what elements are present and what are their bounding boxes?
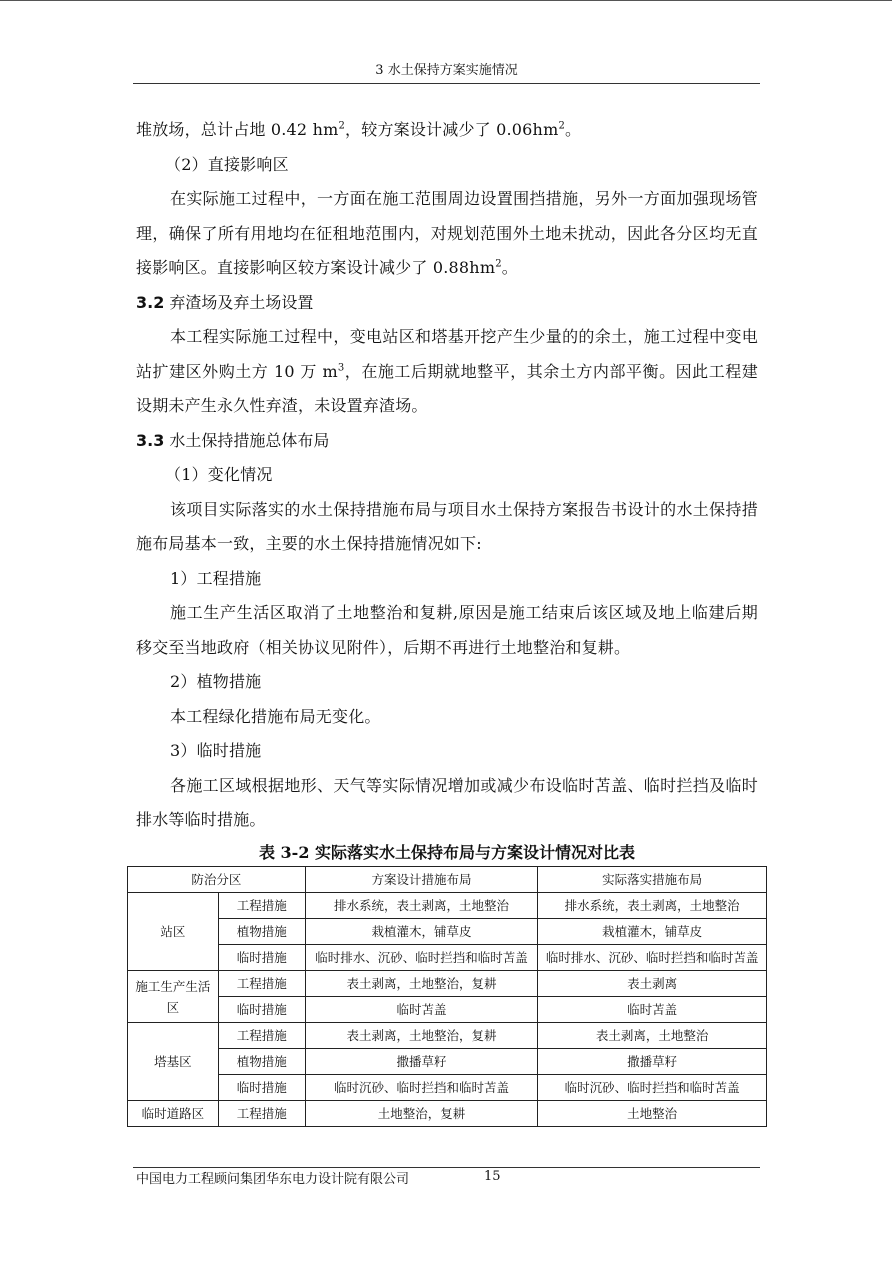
running-header: 3 水土保持方案实施情况: [375, 63, 518, 78]
paragraph-8: 施工生产生活区取消了土地整治和复耕,原因是施工结束后该区域及地上临建后期移交至当地政府（相关协议见附件），后期不再进行土地整治和复耕。: [136, 603, 758, 657]
header-cell: 防治分区: [128, 867, 306, 893]
table-row: [128, 1075, 767, 1101]
subheading-engineering: 1）工程措施: [170, 568, 262, 588]
actual-cell: 临时沉砂、临时拦挡和临时苫盖: [538, 1075, 767, 1101]
paragraph-12: 各施工区域根据地形、天气等实际情况增加或减少布设临时苫盖、临时拦挡及临时排水等临时措施。: [136, 775, 758, 829]
p1-sup-a: 2: [338, 120, 346, 132]
design-cell: 临时沉砂、临时拦挡和临时苫盖: [305, 1075, 538, 1101]
section-title: 弃渣场及弃土场设置: [164, 292, 314, 312]
design-cell: 土地整治，复耕: [305, 1101, 538, 1127]
measure-type-cell: 工程措施: [218, 893, 305, 919]
actual-cell: 土地整治: [538, 1101, 767, 1127]
design-cell: 表土剥离，土地整治，复耕: [305, 971, 538, 997]
table-row: [128, 893, 767, 919]
design-cell: 撒播草籽: [305, 1049, 538, 1075]
footer-rule: [133, 1167, 760, 1168]
measure-type-cell: 工程措施: [218, 1101, 305, 1127]
p4-text-a: 本工程实际施工过程中，变电站区和塔基开挖产生少量的的余土，施工过程中变电站扩建区外购土方 10 万 m: [136, 327, 758, 381]
design-cell: 临时苫盖: [305, 997, 538, 1023]
table-caption: 表 3-2 实际落实水土保持布局与方案设计情况对比表: [258, 842, 636, 862]
subheading-temporary: 3）临时措施: [170, 741, 262, 760]
zone-cell: 塔基区: [128, 1023, 219, 1101]
table-row: [128, 971, 767, 997]
table-row: [128, 1049, 767, 1075]
table-row: [128, 997, 767, 1023]
actual-cell: 表土剥离，土地整治: [538, 1023, 767, 1049]
design-cell: 排水系统，表土剥离，土地整治: [305, 893, 538, 919]
body-text: [136, 113, 758, 868]
zone-cell: 站区: [128, 893, 219, 971]
table-header-row: [128, 867, 767, 893]
design-cell: 表土剥离，土地整治，复耕: [305, 1023, 538, 1049]
p3-text-a: 在实际施工过程中，一方面在施工范围周边设置围挡措施，另外一方面加强现场管理，确保了所有用地均在征租地范围内，对规划范围外土地未扰动，因此各分区均无直接影响区。直接影响区较方案设计减少了 0.88hm: [136, 189, 758, 277]
measure-type-cell: 植物措施: [218, 1049, 305, 1075]
subheading-changes: （1）变化情况: [165, 465, 273, 484]
p3-text-b: 。: [501, 258, 518, 277]
page-top-border: [0, 0, 892, 1]
paragraph-6: 该项目实际落实的水土保持措施布局与项目水土保持方案报告书设计的水土保持措施布局基本一致，主要的水土保持措施情况如下:: [136, 499, 758, 553]
actual-cell: 表土剥离: [538, 971, 767, 997]
actual-cell: 栽植灌木，铺草皮: [538, 919, 767, 945]
section-number: 3.3: [136, 430, 165, 450]
p1-text-c: 。: [565, 120, 582, 139]
subheading-direct-impact: （2）直接影响区: [165, 154, 289, 174]
measure-type-cell: 植物措施: [218, 919, 305, 945]
p1-text-b: ，较方案设计减少了 0.06hm: [345, 120, 559, 139]
page-number: 15: [484, 1169, 501, 1184]
zone-cell: 施工生产生活区: [128, 971, 219, 1023]
measure-type-cell: 临时措施: [218, 1075, 305, 1101]
actual-cell: 临时排水、沉砂、临时拦挡和临时苫盖: [538, 945, 767, 971]
paragraph-4: [136, 320, 758, 424]
table-row: [128, 1023, 767, 1049]
design-cell: 栽植灌木，铺草皮: [305, 919, 538, 945]
measure-type-cell: 临时措施: [218, 945, 305, 971]
design-cell: 临时排水、沉砂、临时拦挡和临时苫盖: [305, 945, 538, 971]
measure-type-cell: 临时措施: [218, 997, 305, 1023]
section-title: 水土保持措施总体布局: [164, 430, 330, 450]
section-number: 3.2: [136, 292, 165, 312]
p1-sup-b: 2: [558, 120, 565, 132]
footer-company: 中国电力工程顾问集团华东电力设计院有限公司: [136, 1172, 410, 1187]
actual-cell: 撒播草籽: [538, 1049, 767, 1075]
p4-sup: 3: [337, 362, 345, 374]
table-row: [128, 945, 767, 971]
paragraph-1: [136, 113, 758, 148]
p3-sup: 2: [495, 258, 502, 270]
section-heading-3-3: [136, 424, 758, 459]
zone-cell: 临时道路区: [128, 1101, 219, 1127]
comparison-table: [127, 866, 767, 1127]
actual-cell: 临时苫盖: [538, 997, 767, 1023]
paragraph-3: [136, 182, 758, 286]
p4-text-b: ，在施工后期就地整平，其余土方内部平衡。因此工程建设期未产生永久性弃渣，未设置弃渣场。: [136, 361, 758, 415]
header-cell: 方案设计措施布局: [305, 867, 538, 893]
header-cell: 实际落实措施布局: [538, 867, 767, 893]
subheading-plant: 2）植物措施: [170, 672, 262, 691]
table-row: [128, 919, 767, 945]
section-heading-3-2: [136, 286, 758, 321]
paragraph-10: 本工程绿化措施布局无变化。: [170, 706, 381, 726]
measure-type-cell: 工程措施: [218, 1023, 305, 1049]
p1-text-a: 堆放场，总计占地 0.42 hm: [136, 120, 339, 139]
table-row: [128, 1101, 767, 1127]
header-rule: [133, 83, 760, 84]
actual-cell: 排水系统，表土剥离，土地整治: [538, 893, 767, 919]
measure-type-cell: 工程措施: [218, 971, 305, 997]
